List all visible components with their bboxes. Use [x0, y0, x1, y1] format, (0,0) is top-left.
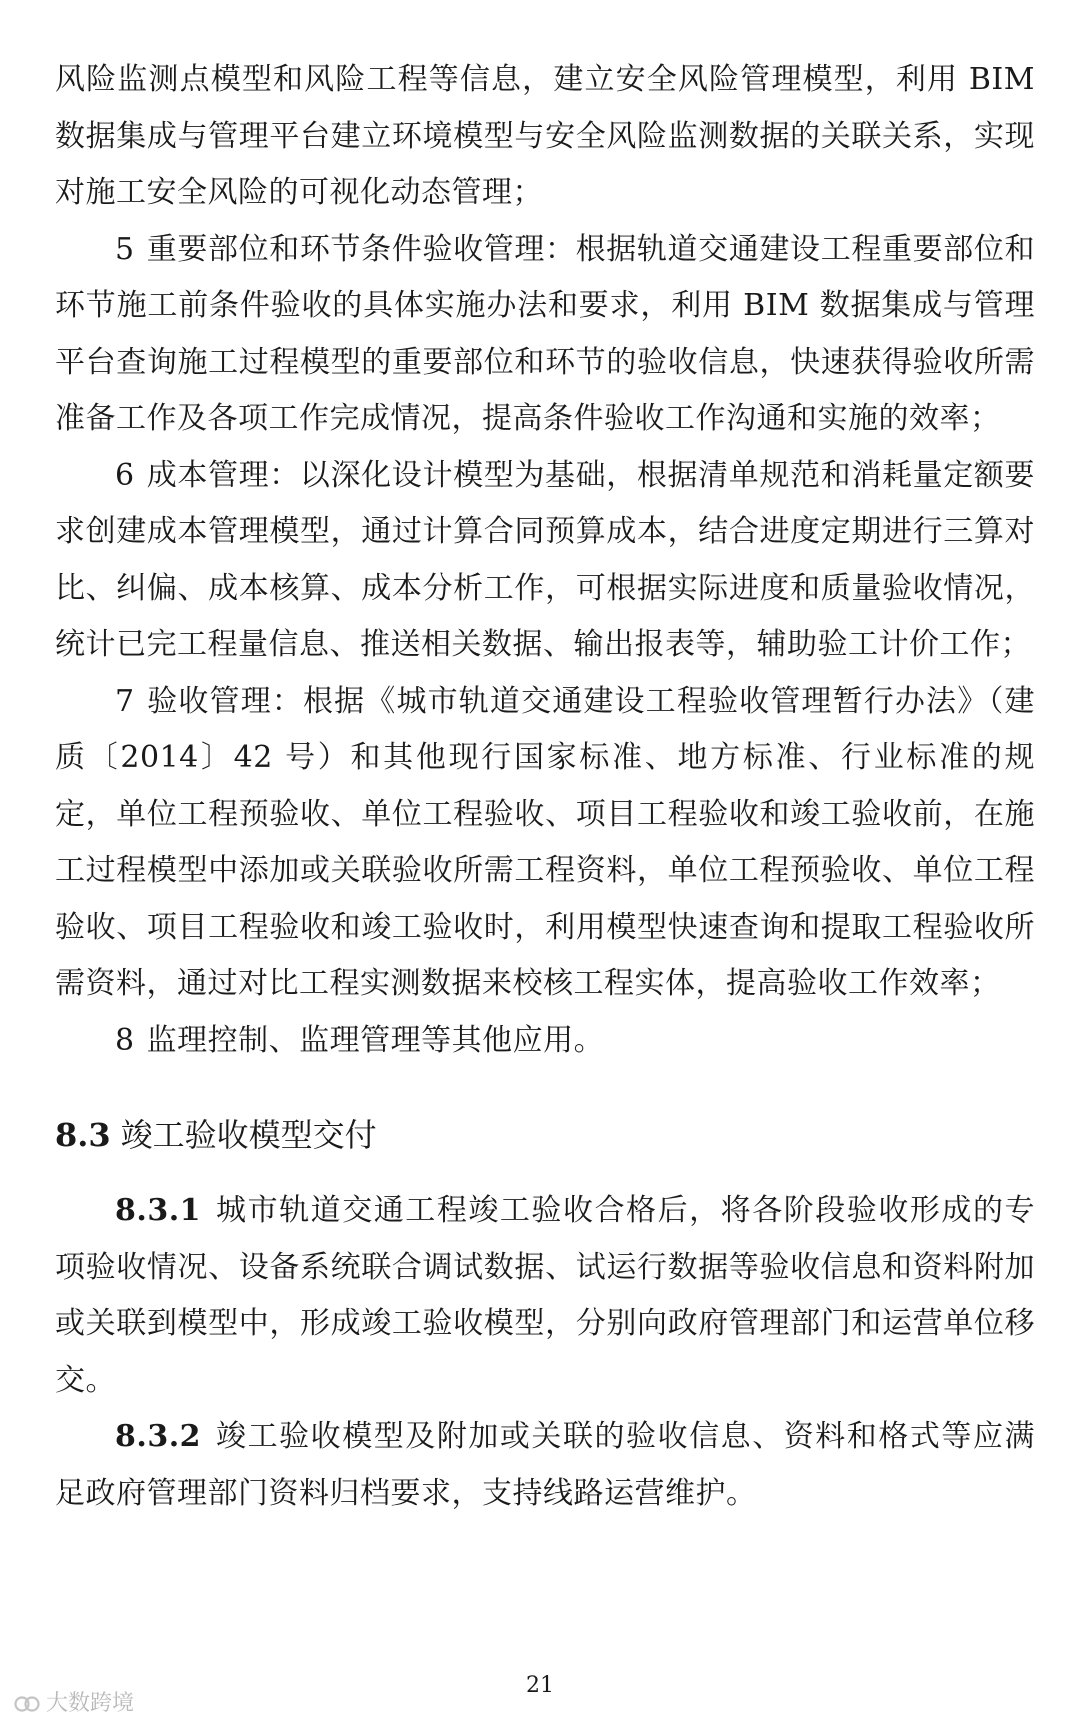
watermark — [14, 1690, 134, 1718]
clause-8-3-1 — [55, 1183, 1035, 1409]
list-item-5 — [55, 222, 1035, 448]
watermark-text: 大数跨境 — [46, 1691, 135, 1716]
list-item-text: 验收管理：根据《城市轨道交通建设工程验收管理暂行办法》（建质〔2014〕42 号）和其他现行国家标准、地方标准、行业标准的规定，单位工程预验收、单位工程验收、项目工程验收和竣工验收前，在施工过程模型中添加或关联验收所需工程资料，单位工程预验收、单位工程验收、项目工程验收和竣工验收时，利用模型快速查询和提取工程验收所需资料，通过对比工程实测数据来校核工程实体，提高验收工作效率； — [55, 683, 1035, 1001]
section-number: 8.3 — [55, 1116, 111, 1154]
clause-text: 城市轨道交通工程竣工验收合格后，将各阶段验收形成的专项验收情况、设备系统联合调试数据、试运行数据等验收信息和资料附加或关联到模型中，形成竣工验收模型，分别向政府管理部门和运营单位移交。 — [55, 1193, 1035, 1398]
paragraph-text: 风险监测点模型和风险工程等信息，建立安全风险管理模型，利用 BIM 数据集成与管理平台建立环境模型与安全风险监测数据的关联关系，实现对施工安全风险的可视化动态管理； — [55, 62, 1035, 210]
list-item-text: 成本管理：以深化设计模型为基础，根据清单规范和消耗量定额要求创建成本管理模型，通过计算合同预算成本，结合进度定期进行三算对比、纠偏、成本核算、成本分析工作，可根据实际进度和质量验收情况，统计已完工程量信息、推送相关数据、输出报表等，辅助验工计价工作； — [55, 457, 1035, 662]
clause-number: 8.3.1 — [115, 1193, 202, 1228]
clause-8-3-2 — [55, 1409, 1035, 1522]
list-item-text: 监理控制、监理管理等其他应用。 — [146, 1022, 605, 1058]
list-item-8 — [55, 1013, 1035, 1070]
brand-logo-icon — [14, 1693, 40, 1715]
section-title: 竣工验收模型交付 — [120, 1116, 377, 1154]
list-item-7 — [55, 674, 1035, 1013]
list-item-6 — [55, 448, 1035, 674]
list-item-number: 7 — [115, 683, 135, 719]
clause-text: 竣工验收模型及附加或关联的验收信息、资料和格式等应满足政府管理部门资料归档要求，支持线路运营维护。 — [55, 1419, 1035, 1511]
list-item-number: 6 — [115, 457, 135, 493]
paragraph-risk-monitoring — [55, 52, 1035, 222]
page-number: 21 — [526, 1673, 554, 1698]
list-item-text: 重要部位和环节条件验收管理：根据轨道交通建设工程重要部位和环节施工前条件验收的具体实施办法和要求，利用 BIM 数据集成与管理平台查询施工过程模型的重要部位和环节的验收信息，快速获得验收所需准备工作及各项工作完成情况，提高条件验收工作沟通和实施的效率； — [55, 231, 1035, 436]
list-item-number: 8 — [115, 1022, 135, 1058]
section-heading — [55, 1107, 1035, 1163]
page-content — [55, 52, 1035, 1522]
list-item-number: 5 — [115, 231, 135, 267]
clause-number: 8.3.2 — [115, 1419, 202, 1454]
